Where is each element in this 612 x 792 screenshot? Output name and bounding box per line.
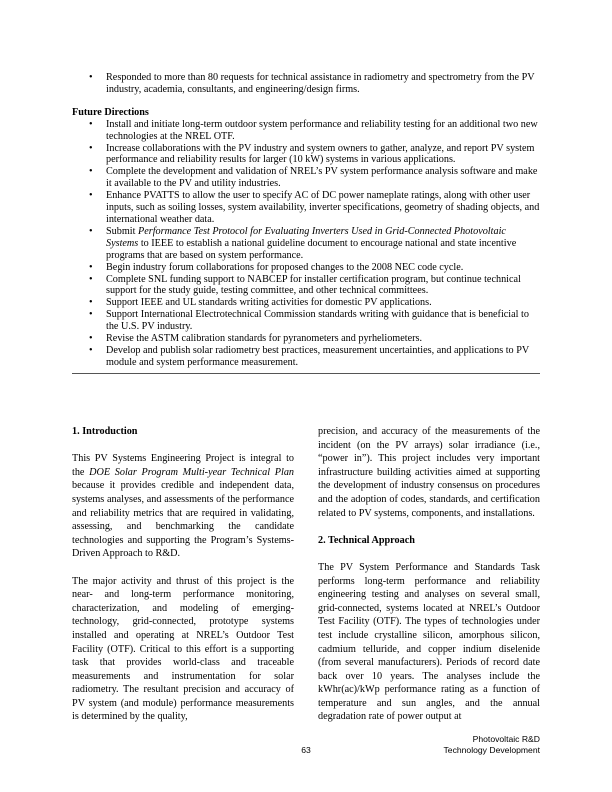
- bullet-dot: •: [89, 309, 93, 321]
- page-number: 63: [301, 745, 311, 755]
- bullet-item: [72, 333, 540, 345]
- top-bullet-list: [72, 72, 540, 96]
- plan-title-italic: DOE Solar Program Multi-year Technical Plan: [89, 466, 295, 478]
- bullet-dot: •: [89, 344, 93, 356]
- bullet-text: Develop and publish solar radiometry best practices, measurement uncertainties, and applications to PV module and system performance measurement.: [106, 344, 530, 368]
- introduction-paragraph-1: [72, 452, 294, 561]
- bullet-dot: •: [89, 333, 93, 345]
- introduction-heading: 1. Introduction: [72, 426, 138, 437]
- bullet-dot: •: [89, 297, 93, 309]
- top-section: [72, 72, 540, 374]
- technical-approach-heading: 2. Technical Approach: [318, 534, 415, 546]
- bullet-text: Support International Electrotechnical Commission standards writing with guidance that is beneficial to the U.S. PV industry.: [106, 309, 529, 333]
- bullet-dot: •: [89, 142, 93, 154]
- intro-p1-pre: This PV Systems Engineering Project is integral to the: [72, 453, 294, 478]
- right-column: [318, 425, 540, 738]
- bullet-item: [72, 309, 540, 333]
- left-column: [72, 425, 294, 738]
- bullet-dot: •: [89, 166, 93, 178]
- bullet-dot: •: [89, 72, 93, 83]
- introduction-paragraph-3: precision, and accuracy of the measurements of the incident (on the PV arrays) solar irradiance (i.e., “power in”). This project includes very important infrastructure building activities aimed at supporting the development of industry consensus on procedures and the adoption of codes, standards, and certification related to PV systems, components, and installations.: [318, 426, 540, 519]
- future-directions-heading: Future Directions: [72, 106, 149, 118]
- bullet-text-pre: Submit: [106, 225, 138, 237]
- bullet-text: Complete the development and validation of NREL’s PV system performance analysis software and make it available to the PV and utility industries.: [106, 166, 538, 190]
- bullet-dot: •: [89, 118, 93, 130]
- bullet-item: [72, 345, 540, 369]
- bullet-text: Increase collaborations with the PV industry and system owners to gather, analyze, and report PV system performance and reliability results for larger (10 kW) systems in various applications.: [106, 142, 535, 166]
- bullet-item: [72, 166, 540, 190]
- footer-line-1: Photovoltaic R&D: [472, 734, 540, 744]
- bullet-text: Complete SNL funding support to NABCEP for installer certification program, but continue technical support for the study guide, testing committee, and other technical committees.: [106, 273, 521, 297]
- document-title-italic: Performance Test Protocol for Evaluating Inverters Used in Grid-Connected Photovoltaic Systems: [106, 225, 506, 249]
- introduction-paragraph-2: The major activity and thrust of this project is the near- and long-term performance monitoring, characterization, and modeling of emerging-technology, grid-connected, prototype systems installed and operating at NREL’s Outdoor Test Facility (OTF). Critical to this effort is a supporting task that provides world-class and traceable measurements and instrumentation for solar radiometry. The resultant precision and accuracy of PV system (and module) performance measurements is determined by the quality,: [72, 575, 294, 723]
- bullet-text: Install and initiate long-term outdoor system performance and reliability testing for an additional two new technologies at the NREL OTF.: [106, 118, 538, 142]
- bullet-dot: •: [89, 225, 93, 237]
- bullet-item: [72, 119, 540, 143]
- technical-approach-paragraph-1: The PV System Performance and Standards Task performs long-term performance and reliability engineering testing and analyses on several small, grid-connected, systems located at NREL’s Outdoor Test Facility (OTF). The types of technologies under test include crystalline silicon, amorphous silicon, cadmium telluride, and copper indium diselenide (from several manufacturers). Periods of record date back over 10 years. The analyses include the kWhr(ac)/kWp performance rating as a function of temperature and sun angles, and the annual degradation rate of power output at: [318, 561, 540, 723]
- intro-p1-post: because it provides credible and independent data, systems analyses, and assessments of the performance and reliability metrics that are required in validating, assessing, and benchmarking the candidate technologies and supporting the Program’s Systems-Driven Approach to R&D.: [72, 480, 294, 560]
- bullet-text: Enhance PVATTS to allow the user to specify AC of DC power nameplate ratings, along with other user inputs, such as soiling losses, system availability, inverter specifications, geometry of shading objects, and international weather data.: [106, 190, 540, 225]
- bullet-text: Revise the ASTM calibration standards for pyranometers and pyrheliometers.: [106, 333, 423, 345]
- bullet-item: [72, 297, 540, 309]
- bullet-item: [72, 72, 540, 96]
- bullet-dot: •: [89, 190, 93, 202]
- bullet-item: [72, 274, 540, 298]
- bullet-text: Responded to more than 80 requests for technical assistance in radiometry and spectrometry from the PV industry, academia, consultants, and engineering/design firms.: [106, 72, 535, 95]
- bullet-dot: •: [89, 273, 93, 285]
- bullet-item: [72, 190, 540, 226]
- bullet-item: [72, 226, 540, 262]
- section-divider: [72, 373, 540, 374]
- future-directions-list: [72, 119, 540, 369]
- bullet-dot: •: [89, 261, 93, 273]
- footer-line-2: Technology Development: [443, 745, 540, 755]
- bullet-text: Support IEEE and UL standards writing activities for domestic PV applications.: [106, 297, 432, 309]
- bullet-item: [72, 143, 540, 167]
- bullet-item: [72, 262, 540, 274]
- bullet-text-post: to IEEE to establish a national guideline document to encourage national and state incentive programs that are based on system performance.: [106, 237, 517, 261]
- bullet-text: Begin industry forum collaborations for proposed changes to the 2008 NEC code cycle.: [106, 261, 464, 273]
